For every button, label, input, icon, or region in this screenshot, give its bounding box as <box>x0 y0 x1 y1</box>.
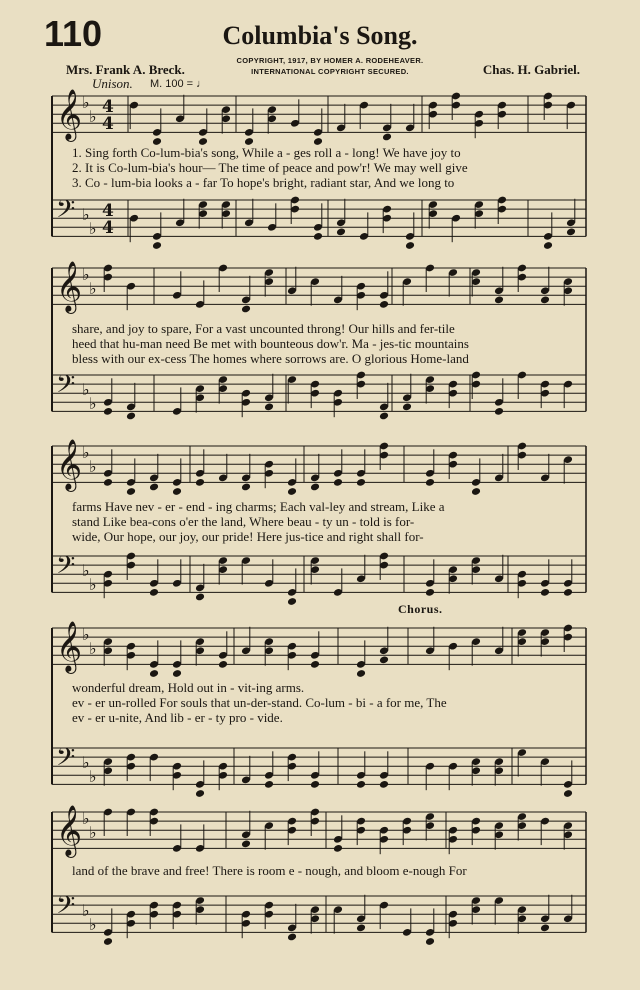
treble-clef-icon: 𝄞 <box>56 621 83 672</box>
note-head <box>313 232 323 241</box>
note-head <box>287 597 297 606</box>
note-head <box>241 305 251 314</box>
note-head <box>126 487 136 496</box>
treble-clef-icon: 𝄞 <box>56 805 83 856</box>
note-head <box>425 478 435 487</box>
note-head <box>425 588 435 597</box>
note-head <box>379 300 389 309</box>
note-head <box>379 412 389 421</box>
note-head <box>563 789 573 798</box>
bass-clef-icon: 𝄢 <box>56 195 76 230</box>
note-head <box>126 412 136 421</box>
flat-icon: ♭ <box>89 394 97 413</box>
lyric-line: farms Have nev - er - end - ing charms; Each val-ley and stream, Like a <box>72 499 445 514</box>
flat-icon: ♭ <box>89 767 97 786</box>
note-head <box>310 780 320 789</box>
note-head <box>540 923 550 932</box>
note-head <box>379 655 389 664</box>
note-head <box>356 780 366 789</box>
note-head <box>149 669 159 678</box>
bass-clef-icon: 𝄢 <box>56 370 76 405</box>
performance-marking: Unison. <box>92 76 133 91</box>
note-head <box>336 227 346 236</box>
lyric-line: land of the brave and free! There is room e - nough, and bloom e-nough For <box>72 863 467 878</box>
note-head <box>356 669 366 678</box>
bass-clef-icon: 𝄢 <box>56 891 76 926</box>
lyric-line: ev - er u-nite, And lib - er - ty pro - vide. <box>72 710 283 725</box>
note-head <box>195 593 205 602</box>
note-head <box>264 402 274 411</box>
note-head <box>264 780 274 789</box>
flat-icon: ♭ <box>82 93 90 112</box>
note-head <box>195 478 205 487</box>
note-head <box>356 923 366 932</box>
note-head <box>195 789 205 798</box>
flat-icon: ♭ <box>89 823 97 842</box>
lyric-line: 2. It is Co-lum-bia's hour— The time of peace and pow'r! We may well give <box>72 160 468 175</box>
bass-clef-icon: 𝄢 <box>56 743 76 778</box>
lyric-line: 3. Co - lum-bia looks a - far To hope's bright, radiant star, And we long to <box>72 175 455 190</box>
note-head <box>287 933 297 942</box>
flat-icon: ♭ <box>89 915 97 934</box>
note-head <box>333 844 343 853</box>
note-head <box>540 295 550 304</box>
treble-clef-icon: 𝄞 <box>56 439 83 490</box>
note-head <box>149 588 159 597</box>
note-head <box>494 295 504 304</box>
time-signature: 4 <box>102 218 114 238</box>
flat-icon: ♭ <box>89 639 97 658</box>
flat-icon: ♭ <box>89 107 97 126</box>
note-head <box>494 407 504 416</box>
note-head <box>402 402 412 411</box>
hymn-number: 110 <box>44 13 103 54</box>
note-head <box>172 669 182 678</box>
note-head <box>379 780 389 789</box>
note-head <box>382 133 392 142</box>
lyric-line: heed that hu-man need Be met with bounteous dow'r. Ma - jes-tic mountains <box>72 336 469 351</box>
note-head <box>471 487 481 496</box>
note-head <box>287 487 297 496</box>
tempo-marking: M. 100 = ♩ <box>150 78 208 90</box>
composer-credit: Chas. H. Gabriel. <box>482 62 580 77</box>
note-head <box>241 839 251 848</box>
flat-icon: ♭ <box>89 575 97 594</box>
treble-clef-icon: 𝄞 <box>56 261 83 312</box>
lyric-line: stand Like bea-cons o'er the land, Where beau - ty un - told is for- <box>72 514 415 529</box>
flat-icon: ♭ <box>89 457 97 476</box>
copyright-notice <box>200 55 460 77</box>
note-head <box>103 407 113 416</box>
note-head <box>241 483 251 492</box>
note-head <box>149 483 159 492</box>
flat-icon: ♭ <box>82 380 90 399</box>
bass-clef-icon: 𝄢 <box>56 551 76 586</box>
lyric-line: bless with our ex-cess The homes where sorrows are. O glorious Home-land <box>72 351 469 366</box>
copyright-line: COPYRIGHT, 1917, BY HOMER A. RODEHEAVER. <box>236 56 424 65</box>
note-head <box>310 483 320 492</box>
note-head <box>310 660 320 669</box>
note-head <box>333 478 343 487</box>
lyric-line: share, and joy to spare, For a vast uncounted throng! Our hills and fer-tile <box>72 321 455 336</box>
flat-icon: ♭ <box>89 219 97 238</box>
lyric-line: wide, Our hope, our joy, our pride! Here jus-tice and right shall for- <box>72 529 424 544</box>
treble-clef-icon: 𝄞 <box>56 89 83 140</box>
flat-icon: ♭ <box>82 205 90 224</box>
flat-icon: ♭ <box>82 625 90 644</box>
time-signature: 4 <box>102 97 114 117</box>
flat-icon: ♭ <box>82 561 90 580</box>
flat-icon: ♭ <box>82 753 90 772</box>
flat-icon: ♭ <box>89 279 97 298</box>
flat-icon: ♭ <box>82 265 90 284</box>
note-head <box>152 241 162 250</box>
note-head <box>425 937 435 946</box>
copyright-line: INTERNATIONAL COPYRIGHT SECURED. <box>251 67 409 76</box>
lyric-line: 1. Sing forth Co-lum-bia's song, While a - ges roll a - long! We have joy to <box>72 145 461 160</box>
lyric-line: wonderful dream, Hold out in - vit-ing arms. <box>72 680 305 695</box>
flat-icon: ♭ <box>82 901 90 920</box>
note-head <box>543 241 553 250</box>
note-head <box>566 227 576 236</box>
time-signature: 4 <box>102 114 114 134</box>
note-head <box>356 478 366 487</box>
note-head <box>540 588 550 597</box>
time-signature: 4 <box>102 201 114 221</box>
note-head <box>563 588 573 597</box>
note-head <box>103 937 113 946</box>
chorus-label: Chorus. <box>398 602 443 616</box>
note-head <box>405 241 415 250</box>
hymn-title: Columbia's Song. <box>222 21 418 50</box>
lyric-line: ev - er un-rolled For souls that un-der-stand. Co-lum - bi - a for me, The <box>72 695 447 710</box>
note-head <box>103 478 113 487</box>
note-head <box>172 487 182 496</box>
note-head <box>218 660 228 669</box>
author-credit: Mrs. Frank A. Breck. <box>66 62 185 77</box>
flat-icon: ♭ <box>82 809 90 828</box>
flat-icon: ♭ <box>82 443 90 462</box>
